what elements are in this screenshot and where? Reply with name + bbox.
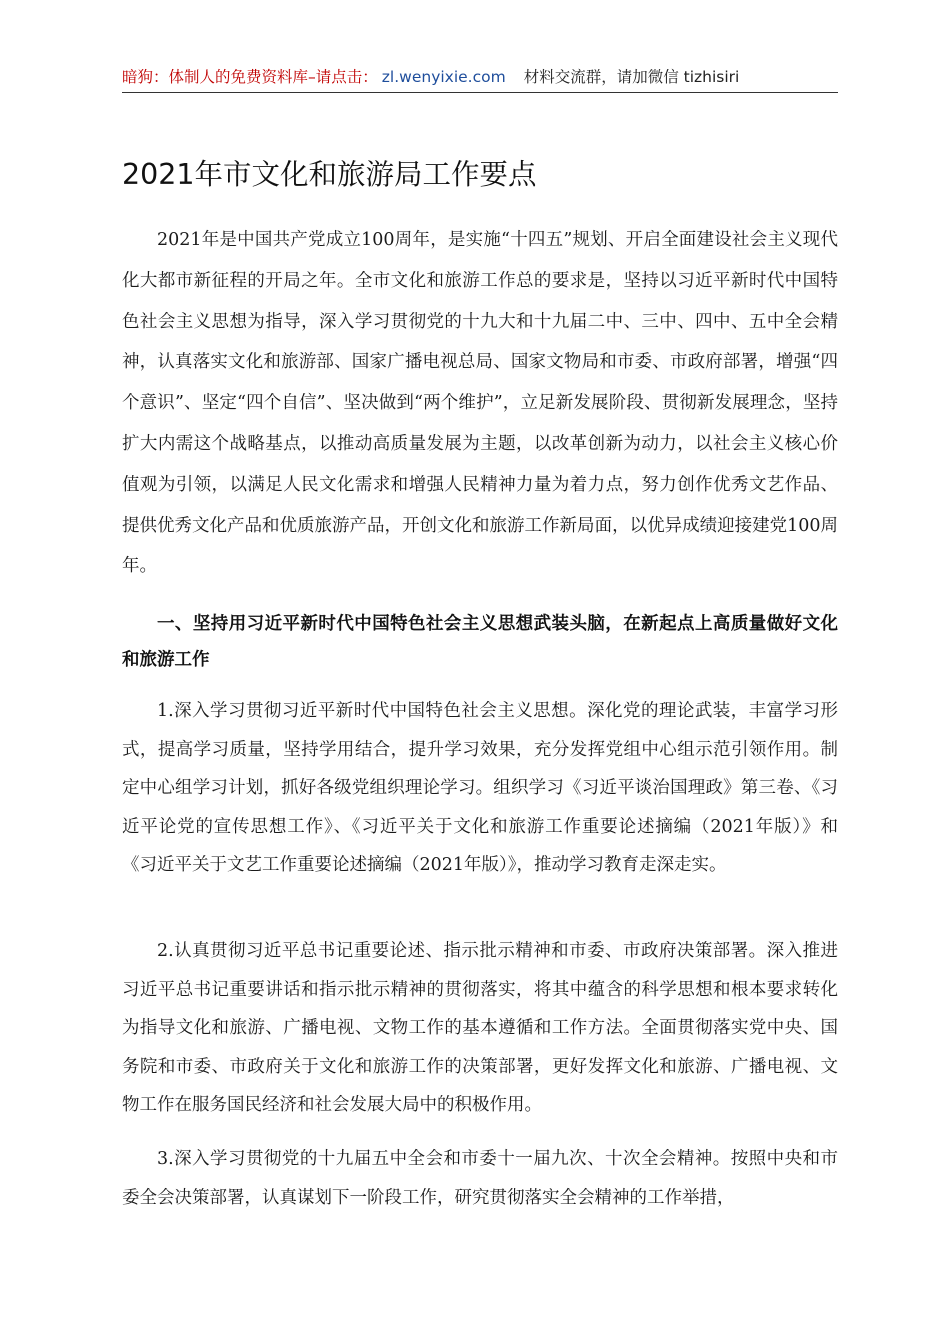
- item-3-paragraph: 3.深入学习贯彻党的十九届五中全会和市委十一届九次、十次全会精神。按照中央和市委全会决策部署，认真谋划下一阶段工作，研究贯彻落实全会精神的工作举措，: [122, 1149, 838, 1208]
- item-2-paragraph: 2.认真贯彻习近平总书记重要论述、指示批示精神和市委、市政府决策部署。深入推进习近平总书记重要讲话和指示批示精神的贯彻落实，将其中蕴含的科学思想和根本要求转化为指导文化和旅游、广播电视、文物工作的基本遵循和工作方法。全面贯彻落实党中央、国务院和市委、市政府关于文化和旅游工作的决策部署，更好发挥文化和旅游、广播电视、文物工作在服务国民经济和社会发展大局中的积极作用。: [122, 941, 838, 1115]
- intro-paragraph: 2021年是中国共产党成立100周年，是实施“十四五”规划、开启全面建设社会主义现代化大都市新征程的开局之年。全市文化和旅游工作总的要求是，坚持以习近平新时代中国特色社会主义思想为指导，深入学习贯彻党的十九大和十九届二中、三中、四中、五中全会精神，认真落实文化和旅游部、国家广播电视总局、国家文物局和市委、市政府部署，增强“四个意识”、坚定“四个自信”、坚决做到“两个维护”，立足新发展阶段、贯彻新发展理念，坚持扩大内需这个战略基点，以推动高质量发展为主题，以改革创新为动力，以社会主义核心价值观为引领，以满足人民文化需求和增强人民精神力量为着力点，努力创作优秀文艺作品、提供优秀文化产品和优质旅游产品，开创文化和旅游工作新局面，以优异成绩迎接建党100周年。: [122, 230, 838, 577]
- document-title: 2021年市文化和旅游局工作要点: [122, 158, 537, 191]
- item-1-paragraph: 1.深入学习贯彻习近平新时代中国特色社会主义思想。深化党的理论武装，丰富学习形式，提高学习质量，坚持学用结合，提升学习效果，充分发挥党组中心组示范引领作用。制定中心组学习计划，抓好各级党组织理论学习。组织学习《习近平谈治国理政》第三卷、《习近平论党的宣传思想工作》、《习近平关于文化和旅游工作重要论述摘编（2021年版）》和《习近平关于文艺工作重要论述摘编（2021年版）》，推动学习教育走深走实。: [122, 701, 838, 875]
- header-prompt: –请点击：: [308, 68, 378, 86]
- page-header: [122, 66, 838, 93]
- section-1-heading: 一、坚持用习近平新时代中国特色社会主义思想武装头脑，在新起点上高质量做好文化和旅游工作: [122, 614, 838, 670]
- header-contact: 材料交流群，请加微信 tizhisiri: [523, 68, 740, 86]
- header-brand: 暗狗：体制人的免费资料库: [122, 68, 309, 86]
- header-url-link[interactable]: zl.wenyixie.com: [381, 68, 506, 86]
